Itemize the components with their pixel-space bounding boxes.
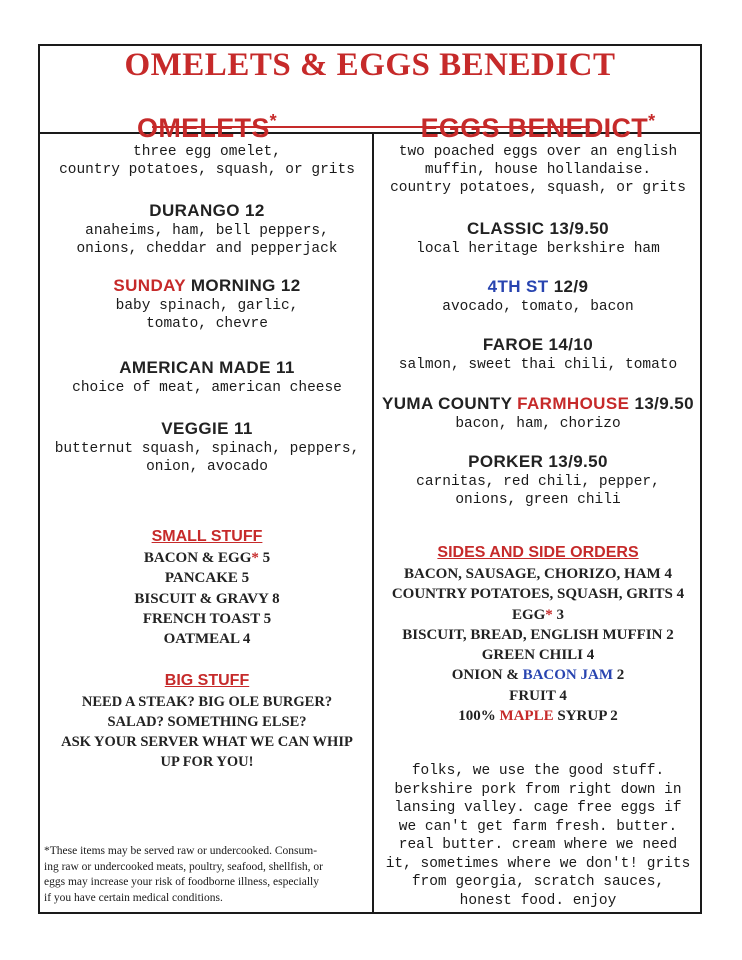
item-name: YUMA COUNTY FARMHOUSE 13/9.50 [381,394,694,413]
item-name: VEGGIE 11 [161,419,253,438]
menu-item-veggie [42,418,372,476]
item-description: butternut squash, spinach, peppers, onion, avocado [54,441,360,475]
menu-item-yuma-county-farmhouse [374,393,702,433]
omelets-section [42,106,372,179]
list-item: ONION & BACON JAM 2 [451,667,625,684]
item-name: AMERICAN MADE 11 [119,358,295,377]
sides-heading: SIDES AND SIDE ORDERS [437,544,639,561]
closing-note: folks, we use the good stuff. berkshire pork from right down in lansing valley. cage free eggs if we can't get farm fresh. butter. real butter. cream where we need it, sometimes where we don't! grits from georgia, scratch sauces, honest food. enjoy [385,763,691,909]
list-item: BISCUIT & GRAVY 8 [134,590,280,607]
big-stuff-heading: BIG STUFF [164,672,250,689]
menu-item-4th-st [374,276,702,316]
item-description: carnitas, red chili, pepper, onions, green chili [416,474,660,508]
list-item: BACON, SAUSAGE, CHORIZO, HAM 4 [404,566,672,582]
item-name: SUNDAY MORNING 12 [113,276,301,295]
item-name: DURANGO 12 [149,201,265,220]
item-description: anaheims, ham, bell peppers, onions, cheddar and pepperjack [76,223,338,257]
item-description: baby spinach, garlic, tomato, chevre [115,298,299,332]
list-item: FRENCH TOAST 5 [142,610,272,627]
menu-item-american-made [42,357,372,397]
small-stuff-heading: SMALL STUFF [151,528,263,545]
small-stuff-section [42,526,372,649]
item-description: bacon, ham, chorizo [455,416,621,432]
item-description: avocado, tomato, bacon [442,299,634,315]
benedict-section [374,106,702,197]
item-description: choice of meat, american cheese [72,380,342,396]
item-name: CLASSIC 13/9.50 [466,219,610,238]
item-description: salmon, sweet thai chili, tomato [398,357,678,373]
menu-item-sunday-morning [42,275,372,333]
list-item: BISCUIT, BREAD, ENGLISH MUFFIN 2 [402,626,674,643]
benedict-description: two poached eggs over an english muffin, house hollandaise. country potatoes, squash, or grits [390,144,686,196]
list-item: PANCAKE 5 [164,570,250,587]
list-item: 100% MAPLE SYRUP 2 [458,708,618,725]
benedict-heading: EGGS BENEDICT* [420,111,656,143]
menu-item-classic [374,218,702,258]
omelets-description: three egg omelet, country potatoes, squash, or grits [59,144,355,178]
item-name: PORKER 13/9.50 [468,452,608,471]
item-description: local heritage berkshire ham [416,241,660,257]
big-stuff-section [42,670,372,772]
omelets-heading: OMELETS* [137,111,277,143]
item-name: 4TH ST 12/9 [487,277,589,296]
sides-list [374,564,702,726]
big-stuff-text: NEED A STEAK? BIG OLE BURGER? SALAD? SOMETHING ELSE? ASK YOUR SERVER WHAT WE CAN WHIP UP FOR YOU! [61,694,353,770]
list-item: FRUIT 4 [509,687,567,704]
item-name: FAROE 14/10 [482,335,594,354]
page-title: OMELETS & EGGS BENEDICT [124,47,616,83]
sides-section [374,542,702,726]
menu-item-durango [42,200,372,258]
menu-item-faroe [374,334,702,374]
menu-frame [38,44,702,914]
list-item: EGG* 3 [511,606,565,623]
list-item: COUNTRY POTATOES, SQUASH, GRITS 4 [391,586,685,603]
raw-food-disclaimer: *These items may be served raw or undercooked. Consum- ing raw or undercooked meats, poultry, seafood, shellfish, or eggs may increase your risk of foodborne illness, especially if you have certain medical conditions. [44,845,324,904]
list-item: BACON & EGG* 5 [143,550,271,566]
list-item: GREEN CHILI 4 [481,647,595,664]
menu-item-porker [374,451,702,509]
small-stuff-list [42,548,372,649]
list-item: OATMEAL 4 [163,631,251,648]
